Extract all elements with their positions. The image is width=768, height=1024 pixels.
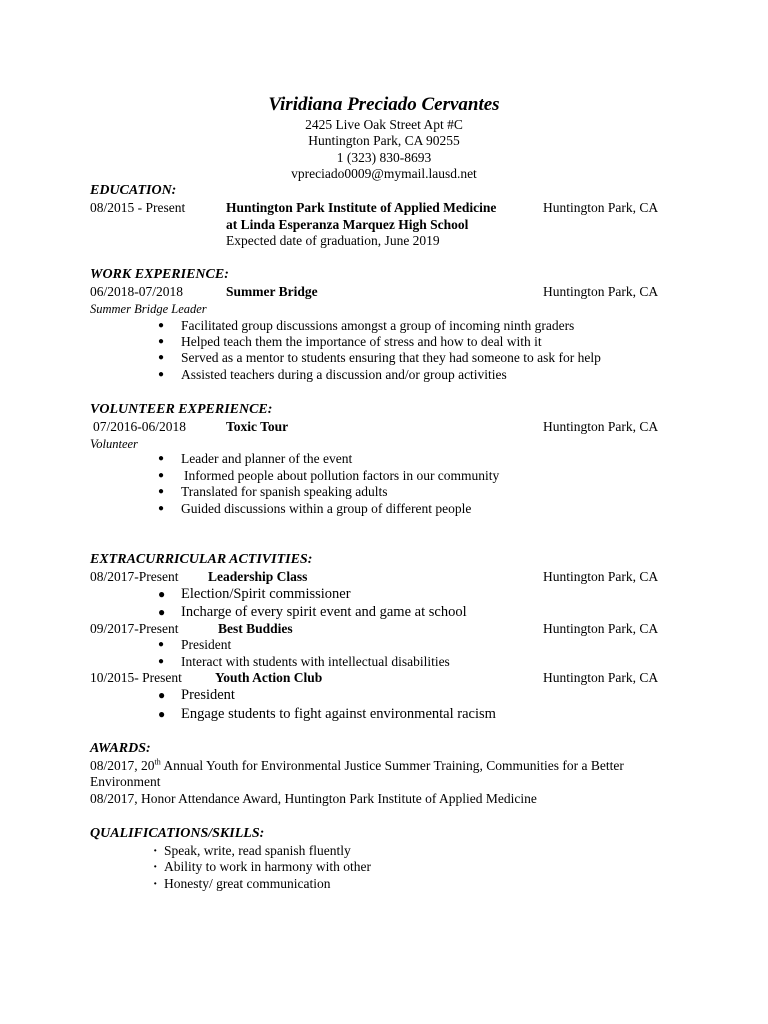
award-item: 08/2017, Honor Attendance Award, Huntington Park Institute of Applied Medicine	[90, 791, 537, 806]
awards-heading: AWARDS:	[90, 741, 151, 756]
activity-date: 10/2015- Present	[90, 670, 182, 685]
bullet-icon: ●	[158, 336, 165, 347]
volunteer-organization: Toxic Tour	[226, 419, 289, 434]
bullet-icon: ●	[158, 369, 165, 380]
bullet-icon: ·	[153, 843, 158, 858]
activity-location: Huntington Park, CA	[543, 621, 659, 636]
work-heading: WORK EXPERIENCE:	[90, 267, 229, 282]
work-location: Huntington Park, CA	[543, 284, 659, 299]
education-graduation-note: Expected date of graduation, June 2019	[226, 233, 440, 248]
activity-date: 08/2017-Present	[90, 569, 179, 584]
volunteer-heading: VOLUNTEER EXPERIENCE:	[90, 402, 273, 417]
bullet-icon: ●	[158, 486, 165, 497]
bullet-icon: ●	[158, 639, 165, 650]
volunteer-role: Volunteer	[90, 437, 138, 451]
bullet-icon: ●	[158, 470, 165, 481]
activity-location: Huntington Park, CA	[543, 670, 659, 685]
education-school: Huntington Park Institute of Applied Medicine	[226, 200, 497, 215]
bullet-icon: ●	[158, 352, 165, 363]
activity-organization: Best Buddies	[218, 621, 293, 636]
bullet-icon: ●	[158, 605, 166, 619]
education-location: Huntington Park, CA	[543, 200, 659, 215]
work-date: 06/2018-07/2018	[90, 284, 183, 299]
bullet-icon: ●	[158, 320, 165, 331]
bullet-icon: ●	[158, 707, 166, 721]
volunteer-date: 07/2016-06/2018	[93, 419, 186, 434]
work-organization: Summer Bridge	[226, 284, 318, 299]
award-item: 08/2017, 20th Annual Youth for Environmental Justice Summer Training, Communities for a Better	[90, 757, 624, 773]
phone-number: 1 (323) 830-8693	[336, 150, 432, 165]
education-date: 08/2015 - Present	[90, 200, 186, 215]
bullet-icon: ●	[158, 587, 166, 601]
resume-page: Viridiana Preciado Cervantes 2425 Live Oak Street Apt #C Huntington Park, CA 90255 1 (323) 830-8693 vpreciado0009@mymail.lausd.net EDUCATION: 08/2015 - Present Huntington Park Institute of Applied Medicine Huntington Park, CA at Linda Esperanza Marquez High School Expected date of graduation, June 2019 WORK EXPERIENCE: 06/2018-07/2018 Summer Bridge Huntington Park, CA Summer Bridge Leader ● Facilitated group discussions amongst a group of incoming ninth graders ● Helped teach them the importance of stress and how to deal with it ● Served as a mentor to students ensuring that they had someone to ask for help ● Assisted teachers during a discussion and/or group activities VOLUNTEER EXPERIENCE: 07/2016-06/2018 Toxic Tour Huntington Park, CA Volunteer ● Leader and planner of the event ● Informed people about pollution factors in our community ● Translated for spanish speaking adults ● Guided discussions within a group of different people EXTRACURRICULAR ACTIVITIES: 08/2017-Present Leadership Class Huntington Park, CA ● Election/Spirit commissioner ● Incharge of every spirit event and game at school 09/2017-Present Best Buddies Huntington Park, CA ● President ● Interact with students with intellectual disabilities 10/2015- Present Youth Action Club Huntington Park, CA ● President ● Engage students to fight against environmental racism AWARDS: 08/2017, 20th Annual Youth for Environmental Justice Summer Training, Communities for a Better Environment 08/2017, Honor Attendance Award, Huntington Park Institute of Applied Medicine QUALIFICATIONS/SKILLS: · Speak, write, read spanish fluently · Ability to work in harmony with other · Honesty/ great communication	[0, 0, 768, 1024]
work-role: Summer Bridge Leader	[90, 302, 207, 316]
bullet-icon: ●	[158, 688, 166, 702]
extracurricular-heading: EXTRACURRICULAR ACTIVITIES:	[90, 552, 313, 567]
activity-location: Huntington Park, CA	[543, 569, 659, 584]
education-school-campus: at Linda Esperanza Marquez High School	[226, 217, 469, 232]
award-item-continuation: Environment	[90, 774, 161, 789]
skills-heading: QUALIFICATIONS/SKILLS:	[90, 826, 265, 841]
bullet-icon: ·	[153, 859, 158, 874]
activity-organization: Youth Action Club	[215, 670, 323, 685]
activity-organization: Leadership Class	[208, 569, 308, 584]
bullet-icon: ●	[158, 656, 165, 667]
volunteer-location: Huntington Park, CA	[543, 419, 659, 434]
address-line-1: 2425 Live Oak Street Apt #C	[305, 117, 463, 132]
applicant-name: Viridiana Preciado Cervantes	[268, 94, 500, 115]
education-heading: EDUCATION:	[90, 183, 177, 198]
activity-date: 09/2017-Present	[90, 621, 179, 636]
bullet-icon: ●	[158, 503, 165, 514]
bullet-icon: ·	[153, 876, 158, 891]
bullet-icon: ●	[158, 453, 165, 464]
address-line-2: Huntington Park, CA 90255	[308, 133, 460, 148]
email-address: vpreciado0009@mymail.lausd.net	[291, 166, 477, 181]
